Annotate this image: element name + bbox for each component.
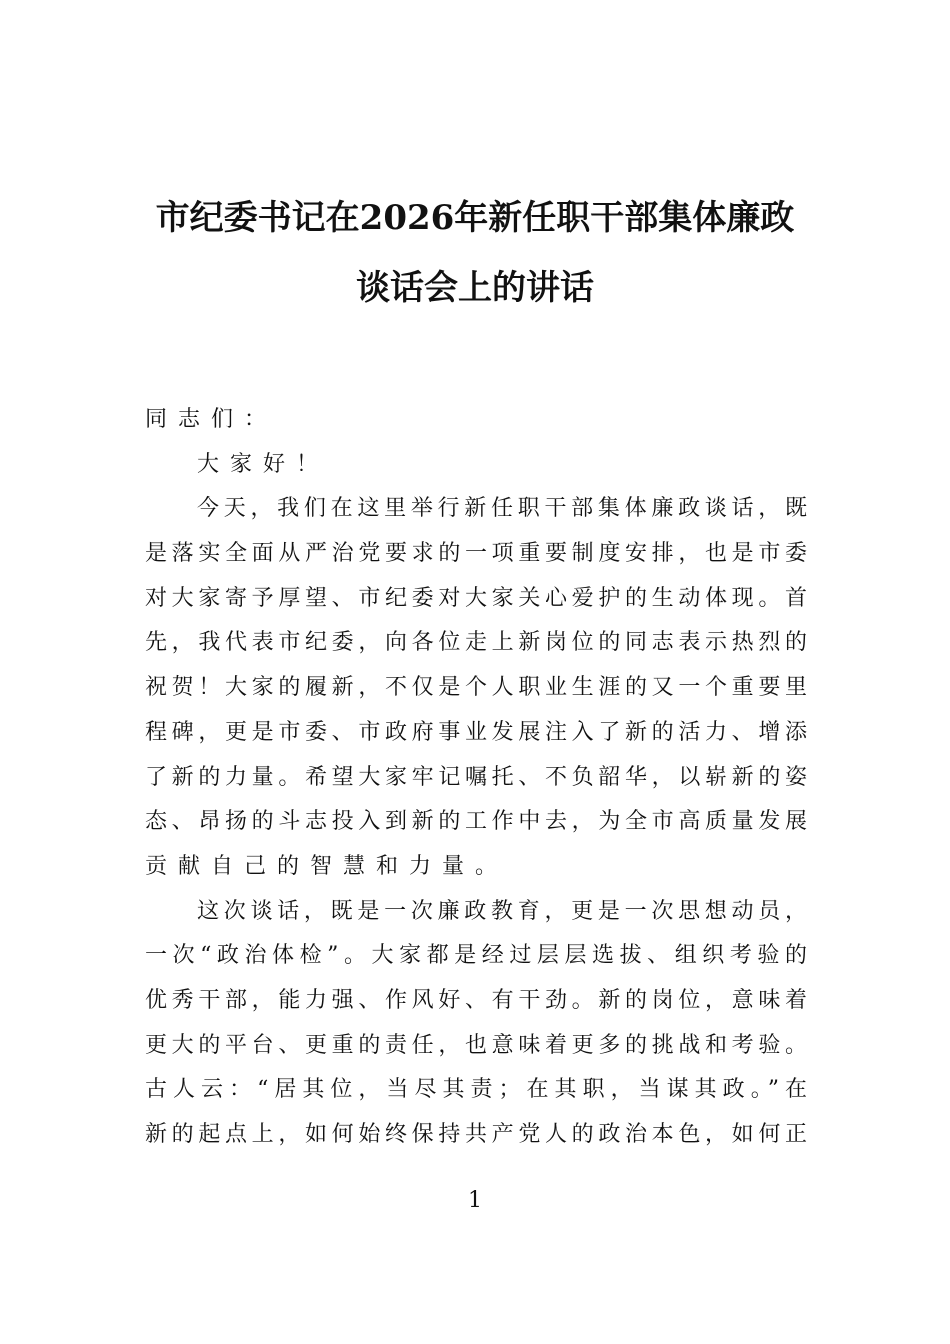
document-title-line-1: 市纪委书记在2026年新任职干部集体廉政	[155, 198, 795, 238]
paragraph	[145, 890, 807, 1158]
paragraph-line: 一次“政治体检”。大家都是经过层层选拔、组织考验的	[145, 943, 807, 969]
paragraph-line: 祝贺！大家的履新，不仅是个人职业生涯的又一个重要里	[145, 675, 807, 701]
paragraph	[145, 487, 807, 889]
paragraph-line: 这次谈话，既是一次廉政教育，更是一次思想动员，	[197, 898, 807, 924]
paragraph-line: 态、昂扬的斗志投入到新的工作中去，为全市高质量发展	[145, 809, 807, 835]
document-title-line-2: 谈话会上的讲话	[356, 268, 594, 308]
paragraph-line: 对大家寄予厚望、市纪委对大家关心爱护的生动体现。首	[145, 585, 807, 611]
paragraph-line: 是落实全面从严治党要求的一项重要制度安排，也是市委	[145, 541, 807, 567]
paragraph-line: 了新的力量。希望大家牢记嘱托、不负韶华，以崭新的姿	[145, 764, 807, 790]
paragraph-line: 今天，我们在这里举行新任职干部集体廉政谈话，既	[197, 496, 807, 522]
paragraph-line: 程碑，更是市委、市政府事业发展注入了新的活力、增添	[145, 719, 807, 745]
paragraph-line: 古人云：“居其位，当尽其责；在其职，当谋其政。”在	[145, 1077, 807, 1103]
document-body	[145, 398, 807, 1158]
paragraph-line: 优秀干部，能力强、作风好、有干劲。新的岗位，意味着	[145, 987, 807, 1013]
salutation: 同志们：	[145, 407, 278, 432]
paragraph-line: 贡献自己的智慧和力量。	[145, 853, 509, 879]
paragraph-line: 更大的平台、更重的责任，也意味着更多的挑战和考验。	[145, 1032, 807, 1058]
paragraph-line: 先，我代表市纪委，向各位走上新岗位的同志表示热烈的	[145, 630, 807, 656]
greeting: 大家好！	[197, 451, 330, 477]
paragraph-line: 新的起点上，如何始终保持共产党人的政治本色，如何正	[145, 1122, 807, 1147]
page-number: 1	[468, 1188, 482, 1213]
paragraphs	[145, 487, 807, 1157]
